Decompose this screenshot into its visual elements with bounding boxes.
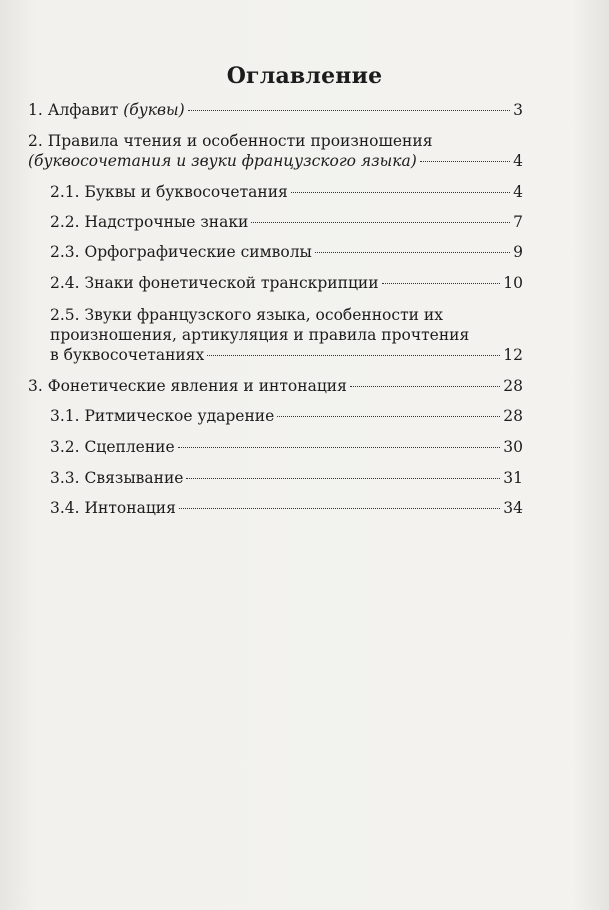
dot-leader	[179, 508, 500, 509]
toc-page-number: 34	[503, 499, 523, 517]
toc-entry-label: 2.3. Орфографические символы	[50, 243, 312, 261]
dot-leader	[315, 252, 510, 253]
dot-leader	[207, 355, 500, 356]
toc-entry-subtitle: (буквосочетания и звуки французского языка)	[28, 152, 417, 170]
toc-page-number: 28	[503, 407, 523, 425]
toc-page-number: 10	[503, 274, 523, 292]
toc-page-number: 7	[513, 213, 523, 231]
toc-entry-2-2	[50, 212, 523, 232]
toc-entry-label: 2.2. Надстрочные знаки	[50, 213, 249, 231]
toc-entry-3-4	[50, 498, 523, 518]
toc-entry-subtitle: (буквы)	[123, 101, 185, 119]
toc-entry-label: 3.3. Связывание	[50, 469, 184, 487]
dot-leader	[277, 416, 500, 417]
toc-page-number: 12	[503, 346, 523, 364]
dot-leader	[251, 222, 510, 223]
dot-leader	[382, 283, 501, 284]
toc-entry-label-cont: произношения, артикуляция и правила прочтения	[50, 326, 470, 344]
toc-entry-2-5	[50, 305, 523, 365]
dot-leader	[420, 161, 510, 162]
toc-entry-label: 2. Правила чтения и особенности произношения	[28, 132, 433, 150]
page-title: Оглавление	[226, 63, 383, 89]
toc-entry-3-3	[50, 468, 523, 488]
toc-entry-2-4	[50, 273, 523, 293]
toc-page-number: 30	[503, 438, 523, 456]
toc-entry-label: 3.4. Интонация	[50, 499, 176, 517]
toc-entry-label: 3.1. Ритмическое ударение	[50, 407, 275, 425]
toc-page-number: 3	[513, 101, 523, 119]
dot-leader	[291, 192, 510, 193]
toc-entry-2-1	[50, 182, 523, 202]
toc-entry-2	[28, 131, 523, 171]
toc-entry-label: 3.2. Сцепление	[50, 438, 175, 456]
toc-page-number: 4	[513, 152, 523, 170]
dot-leader	[188, 110, 510, 111]
toc-entry-3	[28, 376, 523, 396]
toc-entry-label: 3. Фонетические явления и интонация	[28, 377, 347, 395]
dot-leader	[186, 478, 500, 479]
toc-entry-3-1	[50, 406, 523, 426]
toc-page-number: 31	[503, 469, 523, 487]
toc-entry-1	[28, 100, 523, 120]
toc-entry-label-cont: в буквосочетаниях	[50, 346, 205, 364]
toc-entry-label: 2.4. Знаки фонетической транскрипции	[50, 274, 379, 292]
dot-leader	[178, 447, 501, 448]
toc-page-number: 9	[513, 243, 523, 261]
toc-entry-label: 2.5. Звуки французского языка, особенности их	[50, 306, 443, 324]
dot-leader	[350, 386, 500, 387]
toc-entry-label: 1. Алфавит	[28, 101, 119, 119]
toc-entry-label: 2.1. Буквы и буквосочетания	[50, 183, 288, 201]
toc-entry-2-3	[50, 242, 523, 262]
toc-page-number: 4	[513, 183, 523, 201]
toc-page-number: 28	[503, 377, 523, 395]
toc-entry-3-2	[50, 437, 523, 457]
